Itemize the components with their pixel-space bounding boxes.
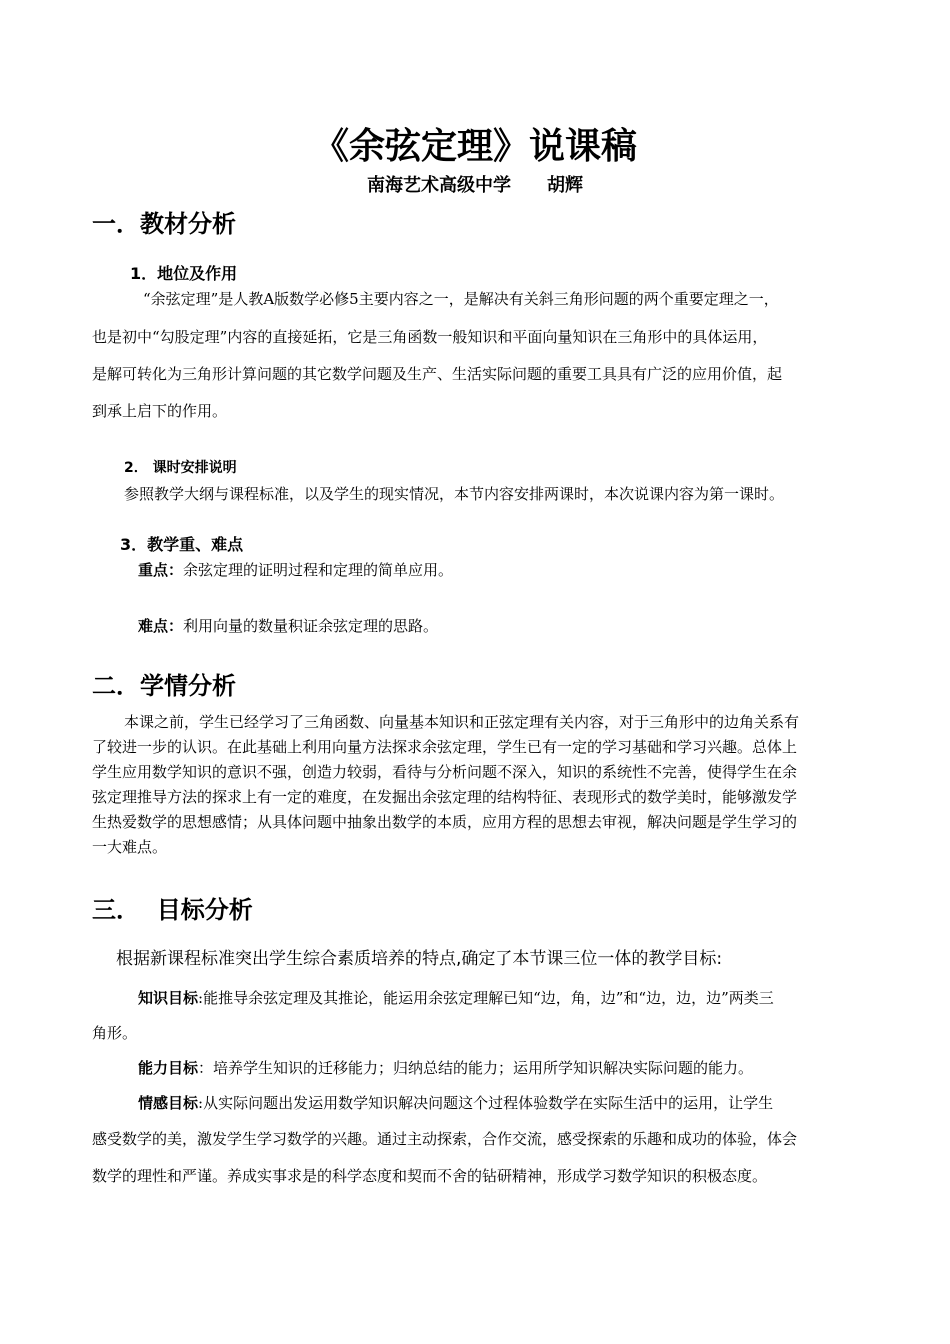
key-point-text: 余弦定理的证明过程和定理的简单应用。 (183, 561, 454, 579)
subsection-1-1-heading: 1．地位及作用 (130, 264, 238, 283)
knowledge-objective-text: :能推导余弦定理及其推论，能运用余弦定理解已知“边，角，边”和“边，边，边”两类三 (198, 989, 774, 1007)
paragraph-line: 到承上启下的作用。 (92, 402, 228, 420)
paragraph-line: 学生应用数学知识的意识不强，创造力较弱，看待与分析问题不深入，知识的系统性不完善，使得学生在余 (92, 763, 798, 781)
difficult-point-line (138, 616, 438, 636)
paragraph-line: 数学的理性和严谨。养成实事求是的科学态度和契而不舍的钻研精神，形成学习数学知识的积极态度。 (92, 1167, 768, 1185)
paragraph-line: 弦定理推导方法的探求上有一定的难度，在发掘出余弦定理的结构特征、表现形式的数学美时，能够激发学 (92, 788, 798, 806)
document-title: 《余弦定理》说课稿 (312, 126, 637, 167)
paragraph-line: 一大难点。 (92, 838, 168, 856)
paragraph-line: 本课之前，学生已经学习了三角函数、向量基本知识和正弦定理有关内容，对于三角形中的边角关系有 (124, 713, 800, 731)
ability-objective-label: 能力目标 (138, 1059, 199, 1077)
paragraph-line: 是解可转化为三角形计算问题的其它数学问题及生产、生活实际问题的重要工具具有广泛的应用价值，起 (92, 365, 783, 383)
emotion-objective-text: :从实际问题出发运用数学知识解决问题这个过程体验数学在实际生活中的运用，让学生 (198, 1094, 774, 1112)
ability-objective-line (138, 1058, 753, 1078)
knowledge-objective-label: 知识目标 (138, 989, 199, 1007)
objectives-intro: 根据新课程标准突出学生综合素质培养的特点,确定了本节课三位一体的教学目标: (116, 949, 723, 969)
paragraph-line: 感受数学的美，激发学生学习数学的兴趣。通过主动探索，合作交流，感受探索的乐趣和成功的体验，体会 (92, 1130, 798, 1148)
paragraph-line: “余弦定理”是人教A版数学必修5主要内容之一，是解决有关斜三角形问题的两个重要定理之一， (143, 290, 779, 308)
difficult-point-label: 难点： (138, 617, 184, 635)
subsection-1-2-heading: 2． 课时安排说明 (124, 460, 237, 476)
section-2-heading: 二．学情分析 (92, 672, 236, 700)
ability-objective-text: ：培养学生知识的迁移能力；归纳总结的能力；运用所学知识解决实际问题的能力。 (198, 1059, 754, 1077)
school-name: 南海艺术高级中学 (367, 175, 511, 196)
difficult-point-text: 利用向量的数量积证余弦定理的思路。 (183, 617, 439, 635)
key-point-label: 重点： (138, 561, 184, 579)
emotion-objective-label: 情感目标 (138, 1094, 199, 1112)
emotion-objective-line (138, 1093, 773, 1113)
subsection-1-3-heading: 3．教学重、难点 (120, 535, 244, 554)
author-name: 胡辉 (547, 175, 583, 196)
paragraph-line: 角形。 (92, 1024, 138, 1042)
section-1-heading: 一．教材分析 (92, 210, 236, 238)
key-point-line (138, 560, 453, 580)
paragraph-line: 了较进一步的认识。在此基础上利用向量方法探求余弦定理，学生已有一定的学习基础和学习兴趣。总体上 (92, 738, 798, 756)
section-3-heading: 三． 目标分析 (92, 896, 253, 924)
knowledge-objective-line (138, 988, 774, 1008)
paragraph-line: 参照教学大纲与课程标准，以及学生的现实情况，本节内容安排两课时，本次说课内容为第一课时。 (124, 485, 785, 503)
paragraph-line: 也是初中“勾股定理”内容的直接延拓，它是三角函数一般知识和平面向量知识在三角形中的具体运用， (92, 328, 768, 346)
author-line (0, 173, 950, 199)
paragraph-line: 生热爱数学的思想感情；从具体问题中抽象出数学的本质，应用方程的思想去审视，解决问题是学生学习的 (92, 813, 798, 831)
